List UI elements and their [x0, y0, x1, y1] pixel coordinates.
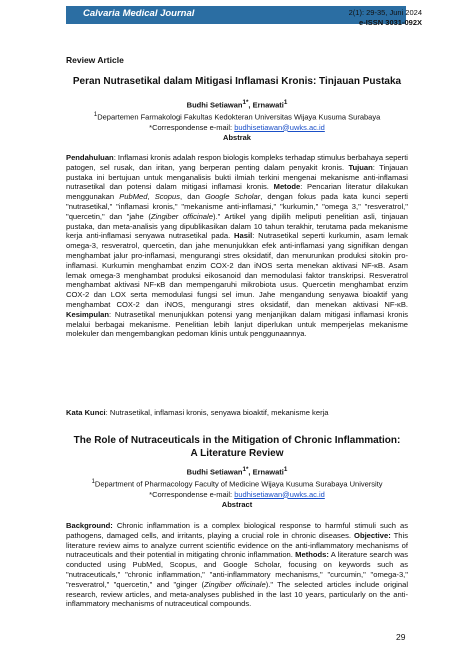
- journal-name: Calvaria Medical Journal: [83, 8, 195, 19]
- affiliation-english: [66, 477, 408, 500]
- abstract-heading: Abstract: [221, 500, 253, 509]
- abstrak-heading: Abstrak: [223, 133, 251, 142]
- authors-english: Budhi Setiawan$^{1*}$, Ernawati$^1$: [186, 466, 288, 477]
- issue-info: [349, 8, 422, 28]
- page-number: 29: [396, 632, 406, 642]
- eissn: e-ISSN 3031-092X: [359, 18, 422, 27]
- correspondence: *Correspondense e-mail: budhisetiawan@uwks.ac.id: [149, 122, 325, 132]
- email-link[interactable]: budhisetiawan@uwks.ac.id: [234, 122, 325, 132]
- title-english: The Role of Nutraceuticals in the Mitigation of Chronic Inflammation: A Literature Review: [73, 435, 401, 459]
- title-indonesian: Peran Nutrasetikal dalam Mitigasi Inflamasi Kronis: Tinjauan Pustaka: [72, 76, 402, 87]
- email-link[interactable]: budhisetiawan@uwks.ac.id: [234, 489, 325, 499]
- keywords-indonesian: Kata Kunci: Nutrasetikal, inflamasi kronis, senyawa bioaktif, mekanisme kerja: [66, 408, 329, 417]
- affiliation-text: $^1$Department of Pharmacology Faculty of Medicine Wijaya Kusuma Surabaya University: [91, 478, 383, 489]
- authors-indonesian: Budhi Setiawan$^{1*}$, Ernawati$^1$: [186, 99, 288, 110]
- abstract-body: Background: Chronic inflammation is a complex biological response to harmful stimuli such as pathogens, damaged cells, and irritants, playing a crucial role in chronic diseases. Objective: This literature review aims to analyze current scientific evidence on the anti-inflammatory mechanisms of nutraceuticals and their potential in mitigating chronic inflammation. Methods: A literature search was conducted using PubMed, Scopus, and Google Scholar, focusing on keywords such as "nutraceuticals," "chronic inflammation," "anti-inflammatory mechanisms," "curcumin," "omega-3," "resveratrol," "quercetin," and "ginger (Zingiber officinale)." The selected articles include original research, review articles, and meta-analyses published in the last 10 years, particularly on the anti-inflammatory mechanisms of nutraceutical compounds.: [66, 521, 409, 609]
- volume-issue: 2(1): 29-35, Juni 2024: [348, 8, 422, 17]
- abstrak-body: Pendahuluan: Inflamasi kronis adalah respon biologis kompleks terhadap stimulus berbahaya seperti patogen, sel rusak, dan iritan, yang berperan penting dalam penyakit kronis. Tujuan: Tinjauan pustaka ini bertujuan untuk menganalisis bukti ilmiah terkini mengenai mekanisme anti-inflamasi nutrasetikal dan potensi dalam mitigasi inflamasi kronis. Metode: Pencarian literatur dilakukan menggunakan PubMed, Scopus, dan Google Scholar, dengan fokus pada kata kunci seperti "nutrasetikal," "inflamasi kronis," "mekanisme anti-inflamasi," "kurkumin," "omega 3," "resveratrol," "quercetin," dan "jahe (Zingiber officinale)." Artikel yang dipilih meliputi penelitian asli, tinjauan pustaka, dan meta-analisis yang dipublikasikan dalam 10 tahun terakhir, terutama pada mekanisme kerja anti-inflamasi senyawa nutrasetikal pada. Hasil: Nutrasetikal seperti kurkumin, asam lemak omega-3, resveratrol, quercetin, dan jahe menunjukkan efek anti-inflamasi yang signifikan dengan menghambat jalur pro-inflamasi, mengurangi stres oksidatif, dan menurunkan produksi sitokin pro-inflamasi. Kurkumin menghambat enzim COX-2 dan iNOS serta menekan aktivasi NF-κB. Asam lemak omega-3 menghambat produksi eikosanoid dan memodulasi faktor transkripsi. Resveratrol menghambat aktivasi NF-κB dan mempengaruhi mikrobiota usus. Quercetin menghambat enzim COX-2 dan LOX serta memodulasi fungsi sel imun. Jahe mengandung senyawa bioaktif yang menghambat COX-2 dan iNOS, mengurangi stres oksidatif, dan menekan aktivasi NF-κB. Kesimpulan: Nutrasetikal menunjukkan potensi yang menjanjikan dalam mitigasi inflamasi kronis melalui berbagai mekanisme. Penelitian lebih lanjut diperlukan untuk memperjelas mekanisme molekuler dan mengembangkan pedoman klinis untuk penggunaannya.: [66, 153, 409, 339]
- article-type: Review Article: [66, 55, 124, 65]
- correspondence: *Correspondense e-mail: budhisetiawan@uwks.ac.id: [149, 489, 325, 499]
- affiliation-text: $^1$Departemen Farmakologi Fakultas Kedokteran Universitas Wijaya Kusuma Surabaya: [93, 111, 381, 122]
- affiliation-indonesian: [66, 110, 408, 133]
